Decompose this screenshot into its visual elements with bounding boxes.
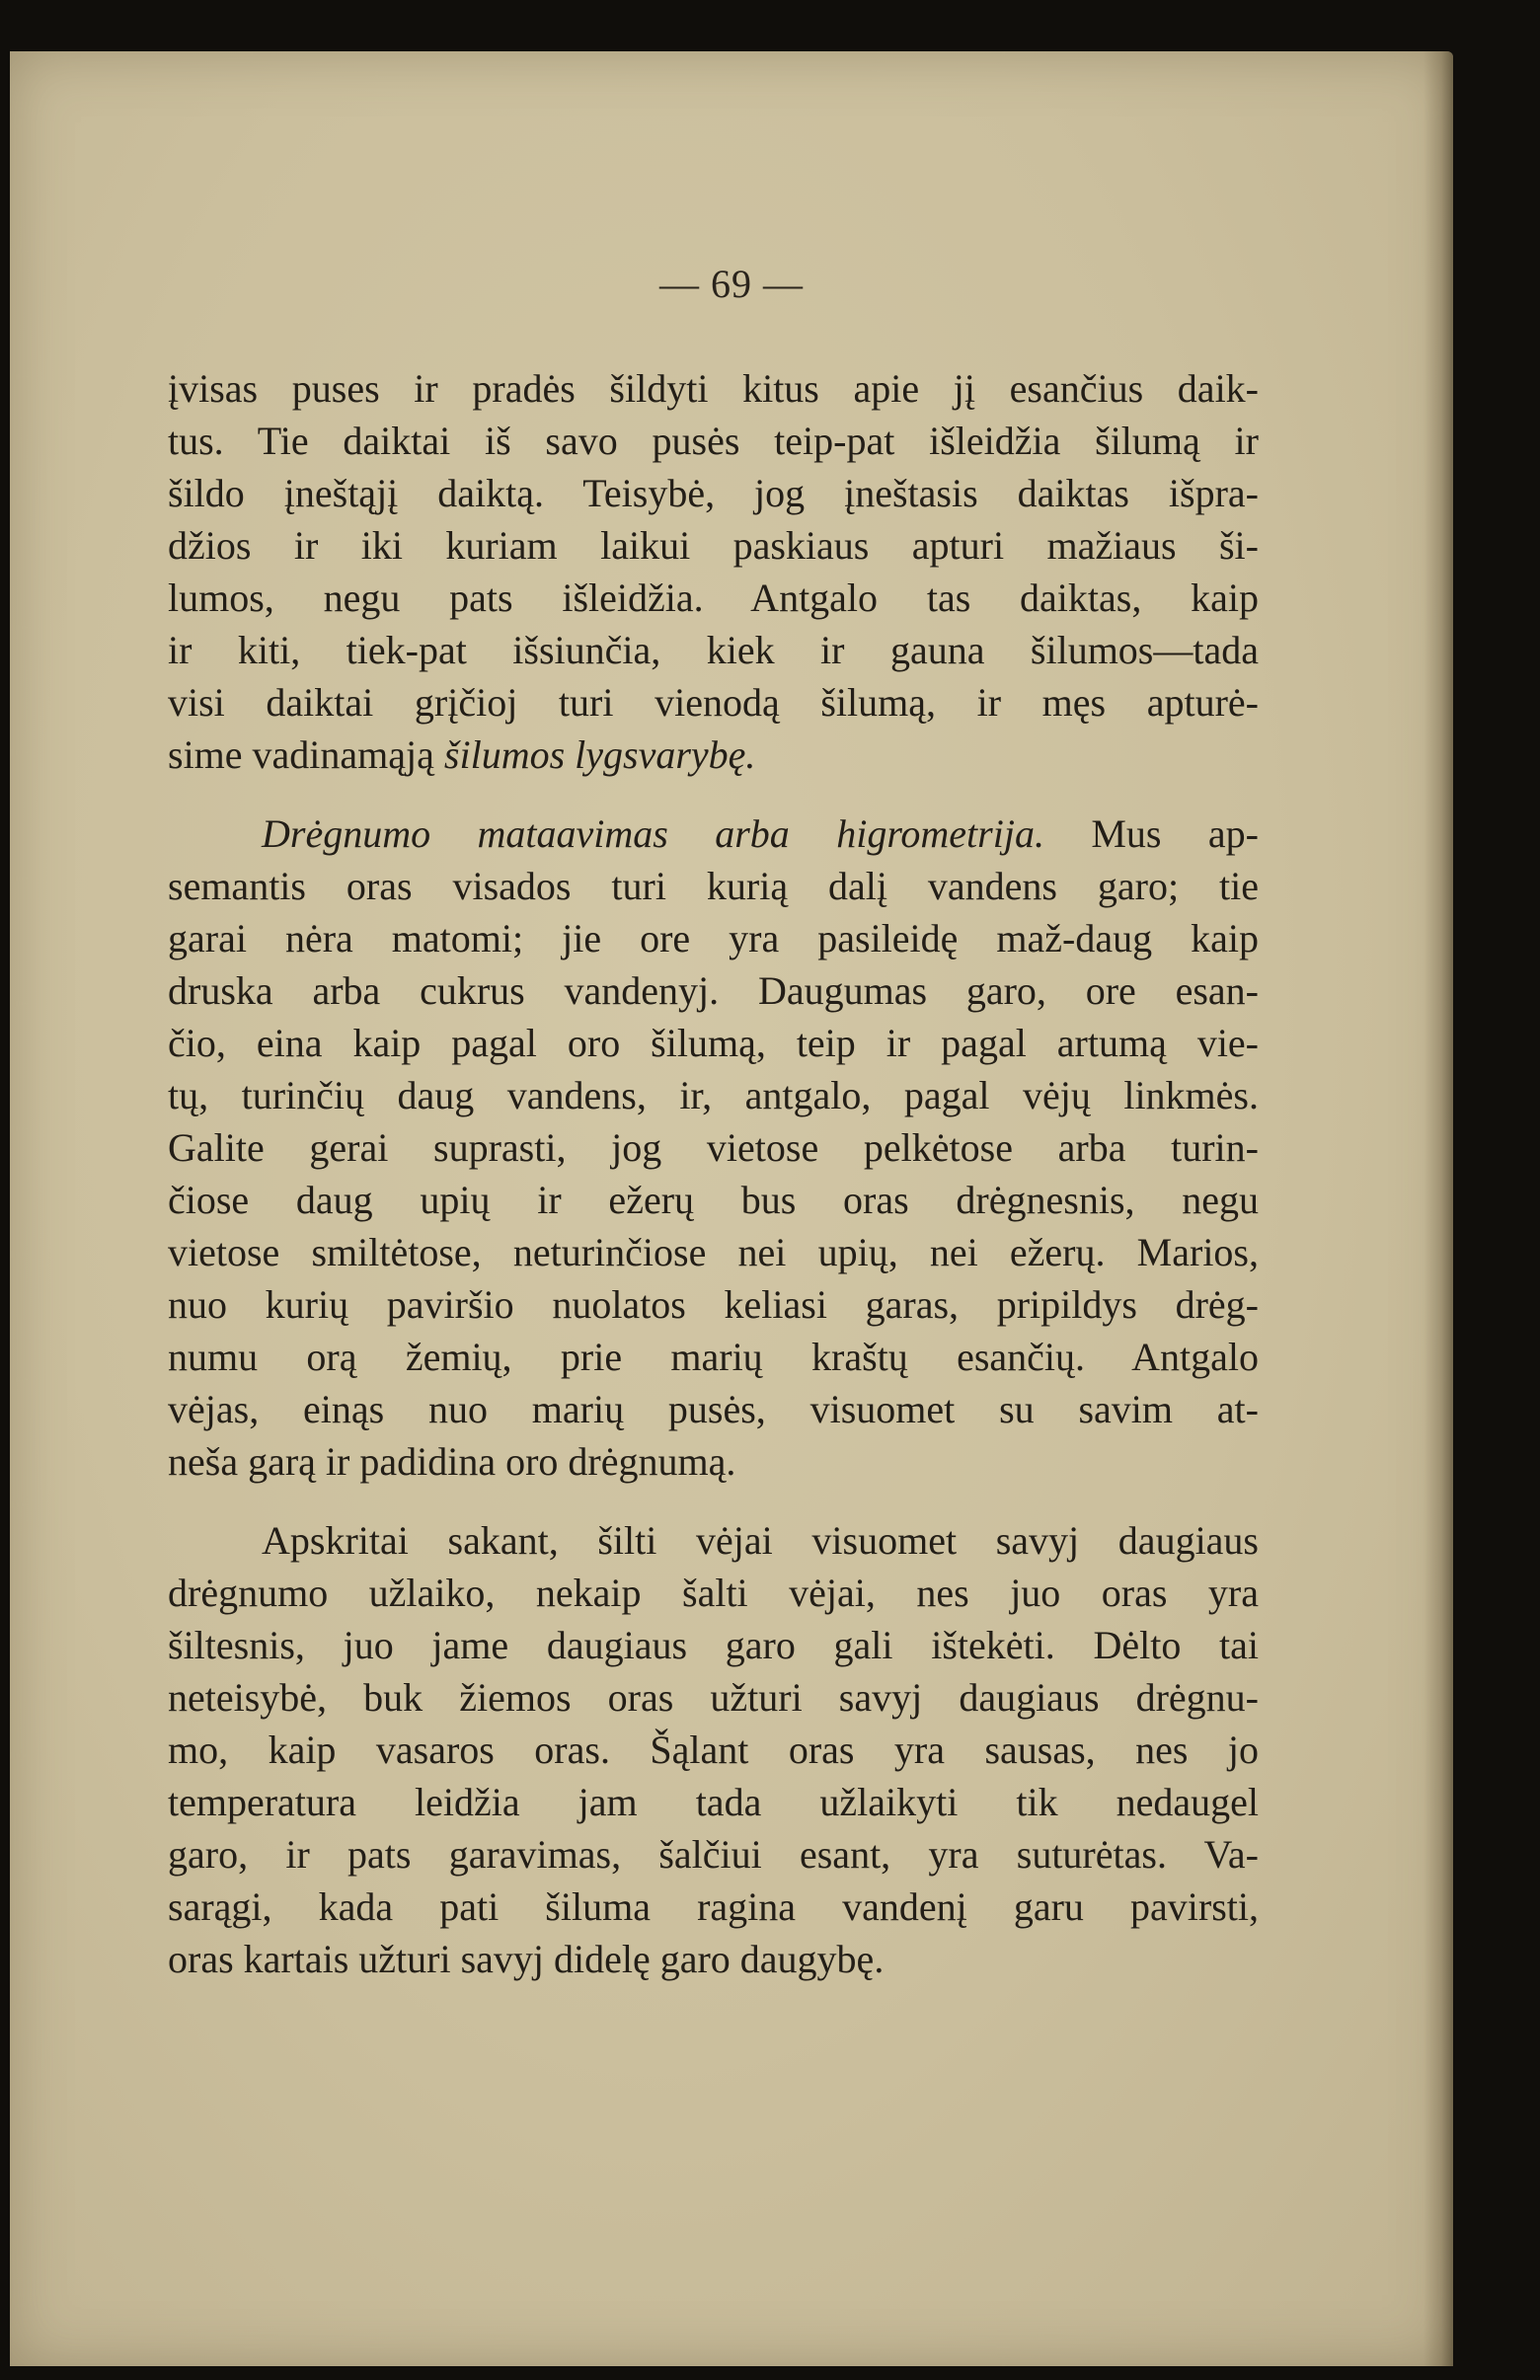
page-body [168,362,1259,1985]
text-line: vietose smiltėtose, neturinčiose nei upių, nei ežerų. Marios, [168,1230,1259,1274]
text-line: džios ir iki kuriam laikui paskiaus apturi mažiaus ši- [168,523,1259,568]
text-line: temperatura leidžia jam tada užlaikyti tik nedaugel [168,1780,1259,1824]
paragraph-2 [168,807,1259,1488]
text-line: ir kiti, tiek-pat išsiunčia, kiek ir gauna šilumos—tada [168,628,1259,672]
paragraph-gap [168,781,1259,807]
page-edge-shadow [1424,51,1453,2366]
text-line-first [168,807,1259,860]
text-line: mo, kaip vasaros oras. Šąlant oras yra sausas, nes jo [168,1727,1259,1772]
italic-heading: Drėgnumo mataavimas arba higrometrija. [262,811,1044,856]
text-line: drėgnumo užlaiko, nekaip šalti vėjai, nes juo oras yra [168,1571,1259,1615]
text-line: lumos, negu pats išleidžia. Antgalo tas daiktas, kaip [168,576,1259,620]
text-line: įvisas puses ir pradės šildyti kitus apie jį esančius daik- [168,366,1259,411]
text-line: sarągi, kada pati šiluma ragina vandenį garu pavirsti, [168,1884,1259,1929]
text-line: druska arba cukrus vandenyj. Daugumas garo, ore esan- [168,968,1259,1013]
text-line: šiltesnis, juo jame daugiaus garo gali ištekėti. Dėlto tai [168,1623,1259,1667]
text-fragment: Mus ap- [1043,811,1259,856]
page-number: — 69 — [659,262,804,306]
text-line: čio, eina kaip pagal oro šilumą, teip ir pagal artumą vie- [168,1021,1259,1065]
text-line: neteisybė, buk žiemos oras užturi savyj daugiaus drėgnu- [168,1675,1259,1720]
text-fragment: sime vadinamąją [168,732,444,777]
paragraph-1 [168,362,1259,781]
paragraph-3 [168,1514,1259,1985]
text-line: semantis oras visados turi kurią dalį vandens garo; tie [168,864,1259,908]
text-line-first: Apskritai sakant, šilti vėjai visuomet savyj daugiaus [262,1518,1259,1563]
text-line: numu orą žemių, prie marių kraštų esančių. Antgalo [168,1335,1259,1379]
text-line: visi daiktai grįčioj turi vienodą šilumą, ir męs apturė- [168,680,1259,725]
text-line: tų, turinčių daug vandens, ir, antgalo, pagal vėjų linkmės. [168,1073,1259,1117]
text-line: čiose daug upių ir ežerų bus oras drėgnesnis, negu [168,1178,1259,1222]
text-line: garai nėra matomi; jie ore yra pasileidę maž-daug kaip [168,916,1259,960]
book-page [10,51,1453,2366]
italic-term: šilumos lygsvarybę. [443,732,756,777]
paragraph-gap [168,1488,1259,1514]
text-line: tus. Tie daiktai iš savo pusės teip-pat išleidžia šilumą ir [168,419,1259,463]
text-line-last [168,729,1259,781]
text-line: šildo įneštąjį daiktą. Teisybė, jog įneštasis daiktas išpra- [168,471,1259,515]
text-line: nuo kurių paviršio nuolatos keliasi garas, pripildys drėg- [168,1282,1259,1327]
text-line-last: oras kartais užturi savyj didelę garo daugybę. [168,1937,885,1981]
text-line: vėjas, einąs nuo marių pusės, visuomet su savim at- [168,1387,1259,1431]
text-line-last: neša garą ir padidina oro drėgnumą. [168,1439,736,1484]
text-line: Galite gerai suprasti, jog vietose pelkėtose arba turin- [168,1125,1259,1170]
text-line: garo, ir pats garavimas, šalčiui esant, yra suturėtas. Va- [168,1832,1259,1877]
